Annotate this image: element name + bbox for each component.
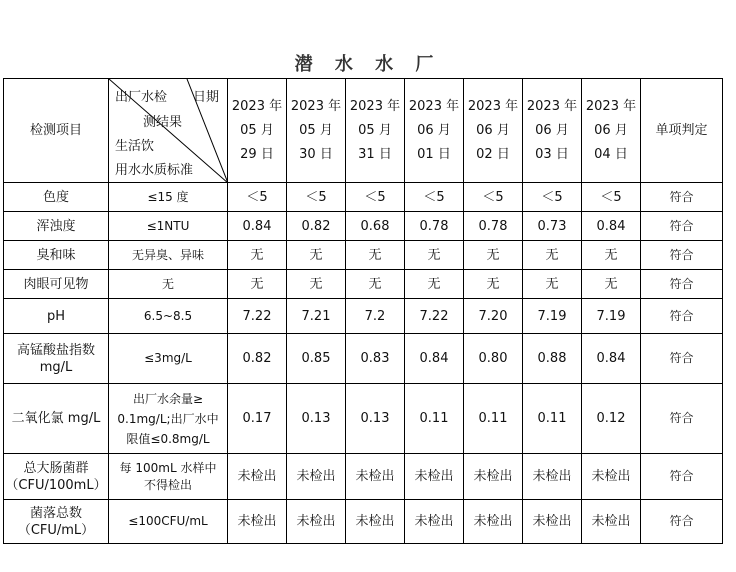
value-cell-line: 7.2 (364, 308, 386, 324)
value-cell-line: 未检出 (296, 514, 336, 529)
date-header: 2023 年 06 月 01 日 (405, 79, 464, 183)
value-cell (228, 384, 287, 454)
judge-cell-line: 符合 (669, 189, 694, 204)
value-cell (582, 384, 641, 454)
table-row (4, 183, 723, 212)
value-cell (405, 334, 464, 384)
value-cell-line: 未检出 (591, 514, 631, 529)
judge-cell (641, 270, 723, 299)
value-cell-line: ＜5 (600, 189, 622, 205)
value-cell-line: 0.82 (301, 218, 331, 234)
value-cell (228, 241, 287, 270)
value-cell-line: ＜5 (305, 189, 327, 205)
value-cell (346, 299, 405, 334)
table-row (4, 500, 723, 544)
value-cell (405, 212, 464, 241)
judge-cell-line: 符合 (669, 469, 694, 483)
value-cell (287, 212, 346, 241)
standard-cell-line: 不得检出 (143, 477, 192, 492)
value-cell-line: 0.84 (242, 218, 272, 234)
item-cell-line: 二氧化氯 mg/L (11, 411, 101, 426)
value-cell (346, 241, 405, 270)
value-cell (464, 384, 523, 454)
standard-cell-line: 无异臭、异味 (131, 247, 204, 262)
value-cell-line: 0.13 (301, 411, 331, 426)
value-cell-line: 未检出 (237, 469, 277, 484)
value-cell-line: 0.84 (596, 218, 626, 234)
table-row (4, 334, 723, 384)
judge-cell (641, 384, 723, 454)
table-row (4, 212, 723, 241)
date-header: 2023 年 05 月 30 日 (287, 79, 346, 183)
value-cell (346, 334, 405, 384)
value-cell (287, 183, 346, 212)
value-cell (523, 454, 582, 500)
value-cell-line: 未检出 (473, 514, 513, 529)
value-cell (523, 212, 582, 241)
value-cell-line: 7.19 (596, 308, 626, 324)
judge-cell (641, 454, 723, 500)
item-cell-line: （CFU/100mL） (5, 477, 107, 493)
standard-cell (109, 299, 228, 334)
header-item: 检测项目 (4, 79, 109, 183)
value-cell-line: ＜5 (423, 189, 445, 205)
value-cell (582, 183, 641, 212)
value-cell (582, 299, 641, 334)
value-cell-line: 0.80 (478, 351, 508, 366)
item-cell-line: 肉眼可见物 (23, 276, 89, 292)
item-cell-line: mg/L (39, 359, 73, 375)
standard-cell-line: 无 (161, 276, 174, 291)
item-cell (4, 270, 109, 299)
value-cell (582, 334, 641, 384)
value-cell-line: 0.11 (419, 411, 449, 426)
value-cell (287, 384, 346, 454)
value-cell (582, 241, 641, 270)
value-cell (464, 212, 523, 241)
value-cell (228, 183, 287, 212)
value-cell (346, 212, 405, 241)
standard-cell-line: 6.5~8.5 (143, 308, 193, 323)
item-cell (4, 183, 109, 212)
value-cell (405, 454, 464, 500)
judge-cell-line: 符合 (669, 247, 694, 262)
value-cell-line: 无 (368, 247, 382, 263)
header-judge: 单项判定 (641, 79, 723, 183)
diag-label-date: 日期 (193, 90, 220, 105)
value-cell-line: 0.83 (360, 351, 390, 366)
standard-cell-line: ≤15 度 (147, 189, 189, 204)
value-cell-line: 未检出 (532, 514, 572, 529)
value-cell-line: ＜5 (364, 189, 386, 205)
value-cell-line: 无 (309, 276, 323, 292)
item-cell-line: 高锰酸盐指数 (16, 342, 95, 358)
date-header: 2023 年 06 月 04 日 (582, 79, 641, 183)
value-cell-line: 无 (486, 276, 500, 292)
value-cell-line: 7.22 (242, 308, 272, 324)
item-cell-line: 臭和味 (36, 247, 76, 263)
value-cell-line: 无 (250, 247, 264, 263)
standard-cell (109, 334, 228, 384)
value-cell-line: 未检出 (591, 469, 631, 484)
value-cell (464, 241, 523, 270)
value-cell (582, 270, 641, 299)
value-cell (582, 212, 641, 241)
value-cell-line: 7.19 (537, 308, 567, 324)
table-row (4, 270, 723, 299)
value-cell (464, 299, 523, 334)
value-cell-line: 0.11 (478, 411, 508, 426)
standard-cell-line: 0.1mg/L;出厂水中 (117, 411, 219, 426)
value-cell-line: ＜5 (246, 189, 268, 205)
value-cell (346, 500, 405, 544)
date-header: 2023 年 05 月 31 日 (346, 79, 405, 183)
judge-cell (641, 183, 723, 212)
value-cell-line: 7.21 (301, 308, 331, 324)
value-cell-line: 无 (309, 247, 323, 263)
value-cell (228, 299, 287, 334)
value-cell-line: 无 (427, 276, 441, 292)
value-cell-line: 无 (250, 276, 264, 292)
value-cell (228, 334, 287, 384)
item-cell (4, 241, 109, 270)
standard-cell-line: 出厂水余量≥ (132, 391, 204, 406)
value-cell-line: 未检出 (414, 514, 454, 529)
water-quality-table (3, 78, 723, 544)
value-cell (405, 241, 464, 270)
standard-cell-line: ≤3mg/L (144, 351, 192, 365)
judge-cell-line: 符合 (669, 276, 694, 291)
judge-cell-line: 符合 (669, 411, 694, 425)
value-cell-line: 7.20 (478, 308, 508, 324)
value-cell-line: 未检出 (237, 514, 277, 529)
value-cell (228, 270, 287, 299)
standard-cell (109, 500, 228, 544)
value-cell-line: 0.12 (596, 411, 626, 426)
value-cell (287, 334, 346, 384)
value-cell-line: 无 (604, 276, 618, 292)
value-cell (287, 454, 346, 500)
date-header: 2023 年 05 月 29 日 (228, 79, 287, 183)
value-cell (287, 299, 346, 334)
item-cell-line: pH (46, 308, 66, 324)
judge-cell-line: 符合 (669, 514, 694, 528)
judge-cell (641, 299, 723, 334)
item-cell (4, 299, 109, 334)
item-cell (4, 384, 109, 454)
value-cell (464, 270, 523, 299)
judge-cell-line: 符合 (669, 218, 694, 233)
value-cell-line: 无 (427, 247, 441, 263)
value-cell (582, 454, 641, 500)
item-cell (4, 334, 109, 384)
judge-cell (641, 500, 723, 544)
header-row (4, 79, 723, 183)
diag-label-top: 出厂水检 (115, 90, 168, 105)
date-header: 2023 年 06 月 02 日 (464, 79, 523, 183)
value-cell (405, 183, 464, 212)
standard-cell-line: 限值≤0.8mg/L (126, 431, 210, 446)
value-cell-line: 0.78 (478, 218, 508, 234)
value-cell (464, 183, 523, 212)
value-cell-line: 未检出 (532, 469, 572, 484)
table-row (4, 384, 723, 454)
value-cell-line: 未检出 (296, 469, 336, 484)
value-cell (346, 270, 405, 299)
value-cell (287, 241, 346, 270)
value-cell-line: 未检出 (355, 514, 395, 529)
item-cell-line: 菌落总数 (29, 505, 82, 521)
value-cell-line: 无 (368, 276, 382, 292)
value-cell-line: 无 (486, 247, 500, 263)
value-cell-line: 0.88 (537, 351, 567, 366)
page-title: 潜 水 水 厂 (294, 54, 442, 75)
diag-label-std1: 生活饮 (115, 139, 155, 154)
value-cell-line: 无 (545, 276, 559, 292)
value-cell (346, 384, 405, 454)
value-cell-line: 0.85 (301, 351, 331, 366)
table-row (4, 241, 723, 270)
value-cell (228, 454, 287, 500)
date-header: 2023 年 06 月 03 日 (523, 79, 582, 183)
value-cell-line: 0.11 (537, 411, 567, 426)
standard-cell-line: ≤1NTU (146, 218, 190, 233)
value-cell-line: 0.78 (419, 218, 449, 234)
table-row (4, 299, 723, 334)
value-cell (346, 454, 405, 500)
standard-cell-line: 每 100mL 水样中 (119, 460, 217, 475)
value-cell-line: 0.82 (242, 351, 272, 366)
value-cell (405, 299, 464, 334)
value-cell (523, 241, 582, 270)
value-cell-line: 无 (545, 247, 559, 263)
standard-cell (109, 212, 228, 241)
value-cell (523, 183, 582, 212)
value-cell-line: 未检出 (414, 469, 454, 484)
value-cell (228, 212, 287, 241)
item-cell-line: 浑浊度 (36, 218, 76, 234)
value-cell (228, 500, 287, 544)
value-cell-line: 0.17 (242, 411, 272, 426)
judge-cell-line: 符合 (669, 308, 694, 323)
value-cell (464, 454, 523, 500)
value-cell (464, 500, 523, 544)
judge-cell (641, 241, 723, 270)
value-cell (523, 270, 582, 299)
standard-cell (109, 183, 228, 212)
item-cell-line: 总大肠菌群 (23, 460, 89, 476)
header-diagonal-cell (109, 79, 228, 183)
value-cell-line: 0.13 (360, 411, 390, 426)
standard-cell (109, 384, 228, 454)
standard-cell (109, 241, 228, 270)
item-cell (4, 500, 109, 544)
table-row (4, 454, 723, 500)
value-cell (287, 270, 346, 299)
value-cell-line: 无 (604, 247, 618, 263)
value-cell (405, 384, 464, 454)
value-cell (523, 334, 582, 384)
judge-cell (641, 334, 723, 384)
item-cell-line: （CFU/mL） (17, 522, 95, 538)
item-cell (4, 454, 109, 500)
diag-label-result: 测结果 (143, 115, 183, 130)
value-cell (464, 334, 523, 384)
value-cell-line: ＜5 (482, 189, 504, 205)
judge-cell-line: 符合 (669, 351, 694, 365)
value-cell (405, 500, 464, 544)
value-cell (523, 384, 582, 454)
value-cell-line: 未检出 (355, 469, 395, 484)
value-cell-line: 0.84 (596, 351, 626, 366)
value-cell-line: ＜5 (541, 189, 563, 205)
standard-cell (109, 270, 228, 299)
item-cell-line: 色度 (42, 189, 69, 205)
value-cell (582, 500, 641, 544)
value-cell-line: 7.22 (419, 308, 449, 324)
value-cell (523, 299, 582, 334)
diag-label-std2: 用水水质标准 (115, 163, 194, 178)
item-cell (4, 212, 109, 241)
value-cell-line: 0.73 (537, 218, 567, 234)
value-cell-line: 0.84 (419, 351, 449, 366)
standard-cell (109, 454, 228, 500)
value-cell (405, 270, 464, 299)
value-cell-line: 未检出 (473, 469, 513, 484)
standard-cell-line: ≤100CFU/mL (128, 514, 208, 528)
judge-cell (641, 212, 723, 241)
value-cell (346, 183, 405, 212)
value-cell (523, 500, 582, 544)
value-cell-line: 0.68 (360, 218, 390, 234)
value-cell (287, 500, 346, 544)
